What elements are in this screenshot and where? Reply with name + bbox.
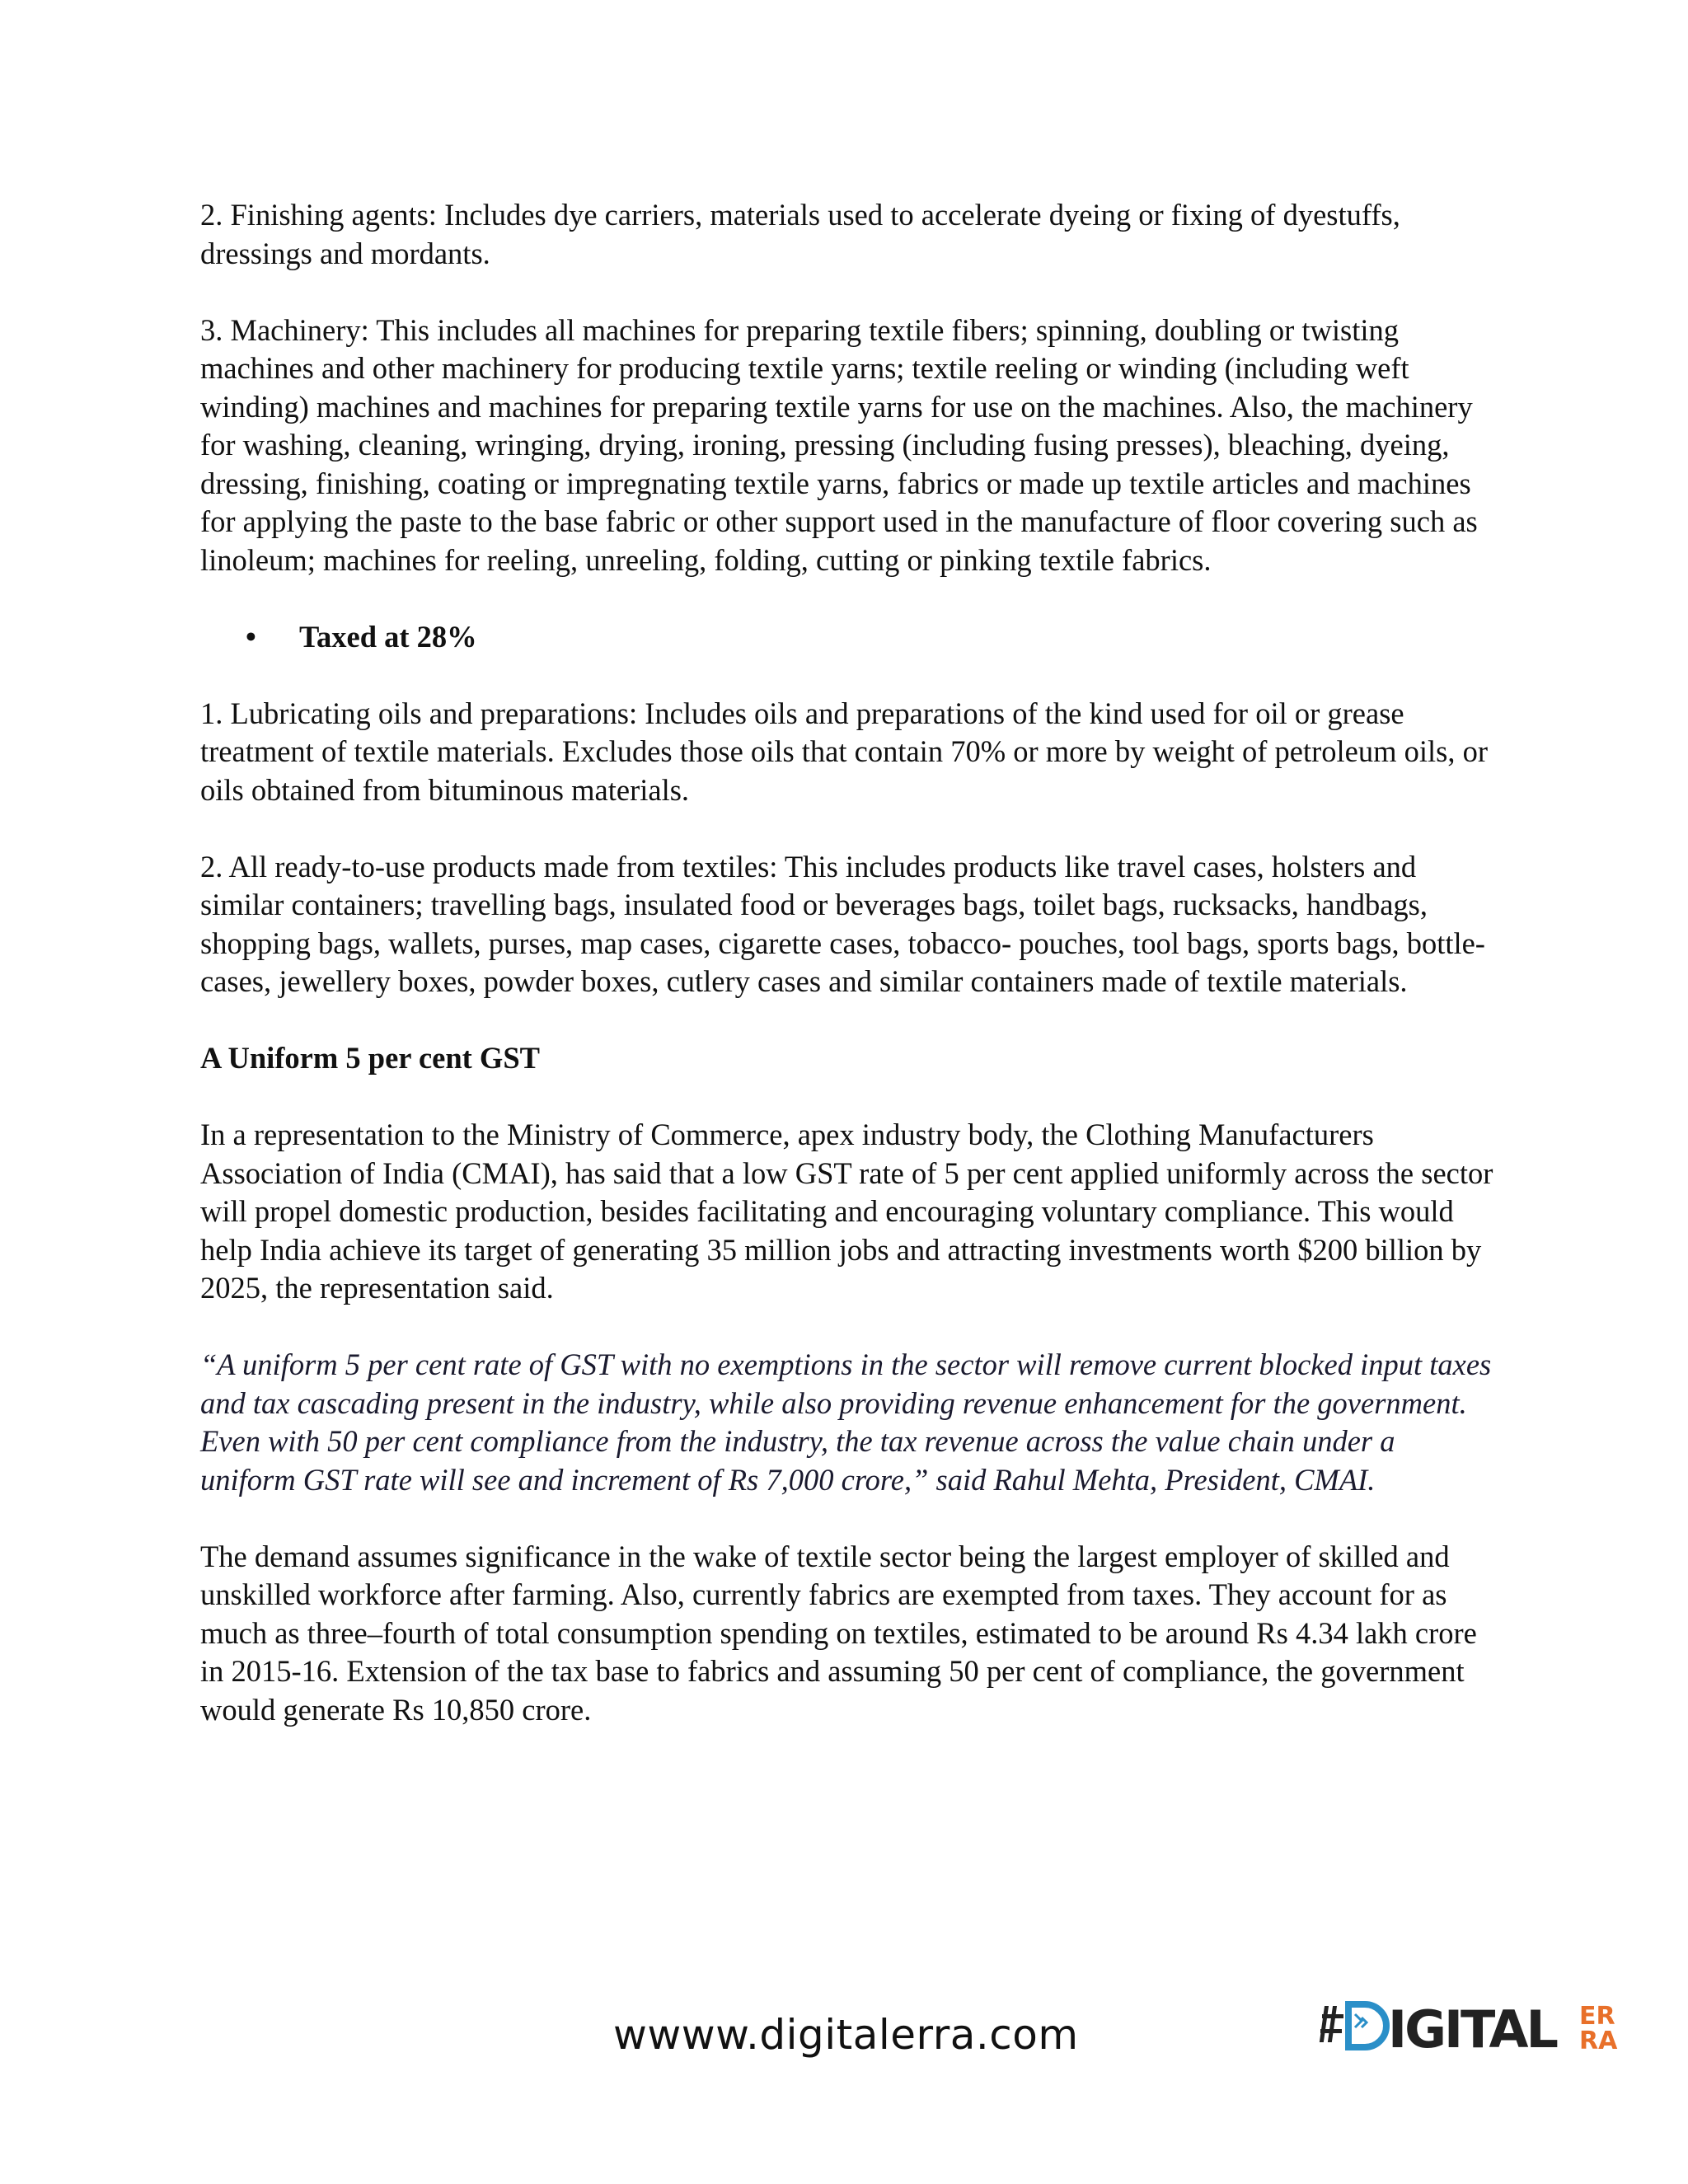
footer-url: wwww.digitalerra.com	[613, 2011, 1079, 2059]
hash-icon	[1320, 2006, 1343, 2042]
paragraph-representation: In a representation to the Ministry of Commerce, apex industry body, the Clothing Manufacturers Association of India (CMAI), has said that a low GST rate of 5 per cent applied uniformly across the sector will propel domestic production, besides facilitating and encouraging voluntary compliance. This would help India achieve its target of generating 35 million jobs and attracting investments worth $200 billion by 2025, the representation said.	[200, 1118, 1493, 1305]
bullet-taxed-28	[200, 618, 1494, 657]
bullet-heading: Taxed at 28%	[299, 619, 477, 654]
digitalerra-logo	[1319, 1994, 1632, 2060]
svg-text:RA: RA	[1579, 2027, 1618, 2055]
paragraph-demand: The demand assumes significance in the wake of textile sector being the largest employer of skilled and unskilled workforce after farming. Also, currently fabrics are exempted from taxes. They account for as much as three–fourth of total consumption spending on textiles, estimated to be around Rs 4.34 lakh crore in 2015-16. Extension of the tax base to fabrics and assuming 50 per cent of compliance, the government would generate Rs 10,850 crore.	[200, 1539, 1477, 1727]
bullet-icon: •	[246, 619, 256, 654]
paragraph-finishing-agents: 2. Finishing agents: Includes dye carriers, materials used to accelerate dyeing or fixing of dyestuffs, dressings and mordants.	[200, 198, 1400, 270]
svg-text:IGITAL: IGITAL	[1388, 1999, 1556, 2060]
d-pattern-icon	[1348, 2004, 1386, 2047]
svg-text:ER: ER	[1579, 2002, 1615, 2031]
paragraph-quote: “A uniform 5 per cent rate of GST with no exemptions in the sector will remove current blocked input taxes and tax cascading present in the industry, while also providing revenue enhancement for the government. Even with 50 per cent compliance from the industry, the tax revenue across the value chain under a uniform GST rate will see and increment of Rs 7,000 crore,” said Rahul Mehta, President, CMAI.	[200, 1347, 1492, 1497]
paragraph-lubricating-oils: 1. Lubricating oils and preparations: Includes oils and preparations of the kind used for oil or grease treatment of textile materials. Excludes those oils that contain 70% or more by weight of petroleum oils, or oils obtained from bituminous materials.	[200, 696, 1488, 807]
paragraph-machinery: 3. Machinery: This includes all machines for preparing textile fibers; spinning, doubling or twisting machines and other machinery for producing textile yarns; textile reeling or winding (including weft winding) machines and machines for preparing textile yarns for use on the machines. Also, the machinery for washing, cleaning, wringing, drying, ironing, pressing (including fusing presses), bleaching, dyeing, dressing, finishing, coating or impregnating textile yarns, fabrics or made up textile articles and machines for applying the paste to the base fabric or other support used in the manufacture of floor covering such as linoleum; machines for reeling, unreeling, folding, cutting or pinking textile fabrics.	[200, 312, 1478, 577]
document-body	[200, 196, 1494, 1768]
section-heading: A Uniform 5 per cent GST	[200, 1041, 540, 1075]
paragraph-ready-to-use: 2. All ready-to-use products made from textiles: This includes products like travel cases, holsters and similar containers; travelling bags, insulated food or beverages bags, toilet bags, rucksacks, handbags, shopping bags, wallets, purses, map cases, cigarette cases, tobacco- pouches, tool bags, sports bags, bottle- cases, jewellery boxes, powder boxes, cutlery cases and similar containers made of textile materials.	[200, 849, 1485, 998]
